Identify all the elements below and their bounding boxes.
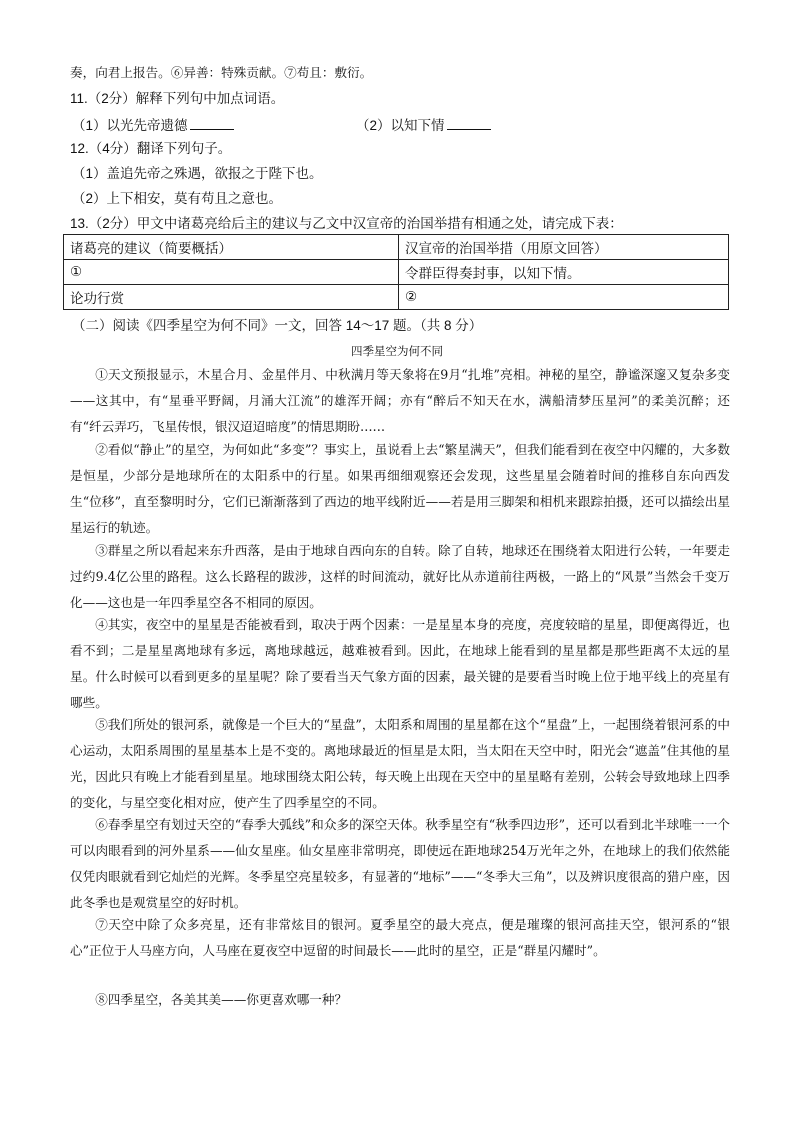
top-notes: 奏，向君上报告。⑥异善：特殊贡献。⑦苟且：敷衍。 [70,65,373,80]
q12-item-2: （2）上下相安，莫有苟且之意也。 [72,191,283,206]
q11-answer-blank-1[interactable] [190,115,234,130]
table-header-cell: 诸葛亮的建议（简要概括） [64,235,399,260]
table-cell: 论功行赏 [64,285,399,310]
article-paragraph-5: ⑤我们所处的银河系，就像是一个巨大的“星盘”，太阳系和周围的星星都在这个“星盘”上，一起围绕着银河系的中心运动，太阳系周围的星星基本上是不变的。离地球最近的恒星是太阳，当太阳在天空中时，阳光会“遮盖”住其他的星光，因此只有晚上才能看到星星。地球围绕太阳公转，每天晚上出现在天空中的星星略有差别，公转会导致地球上四季的变化，与星空变化相对应，使产生了四季星空的不同。 [70,717,730,810]
article-paragraph-8: ⑧四季星空，各美其美——你更喜欢哪一种？ [95,992,348,1007]
q13-stem: 13.（2分）甲文中诸葛亮给后主的建议与乙文中汉宣帝的治国举措有相通之处，请完成下表： [70,216,623,231]
q12-stem: 12.（4分）翻译下列句子。 [70,141,232,156]
table-row [64,285,729,310]
table-row [64,260,729,285]
q11-item-2 [356,115,491,136]
table-cell-answer-1[interactable]: ① [64,260,399,285]
article-paragraph-7: ⑦天空中除了众多亮星，还有非常炫目的银河。夏季星空的最大亮点，便是璀璨的银河高挂天空，银河系的“银心”正位于人马座方向，人马座在夏夜空中逗留的时间最长——此时的星空，正是“群星闪耀时”。 [70,917,730,958]
table-header-row [64,235,729,260]
article-paragraph-3: ③群星之所以看起来东升西落，是由于地球自西向东的自转。除了自转，地球还在围绕着太阳进行公转，一年要走过约9.4亿公里的路程。这么长路程的跋涉，这样的时间流动，就好比从赤道前往两极，一路上的“风景”当然会千变万化——这也是一年四季星空各不相同的原因。 [70,543,730,610]
q11-answer-blank-2[interactable] [447,115,491,130]
q11-item-1-text: （1）以光先帝遗德 [72,118,188,133]
section2-intro: （二）阅读《四季星空为何不同》一文，回答 14～17 题。（共 8 分） [72,318,483,333]
table-header-cell: 汉宣帝的治国举措（用原文回答） [399,235,729,260]
article-title: 四季星空为何不同 [351,344,443,358]
table-cell-answer-2[interactable]: ② [399,285,729,310]
table-cell: 令群臣得奏封事，以知下情。 [399,260,729,285]
article-paragraph-4: ④其实，夜空中的星星是否能被看到，取决于两个因素：一是星星本身的亮度，亮度较暗的星星，即便离得近，也看不到；二是星星离地球有多远，离地球越远，越难被看到。因此，在地球上能看到的星星都是那些距离不太远的星星。什么时候可以看到更多的星星呢？除了要看当天气象方面的因素，最关键的是要看当时晚上位于地平线上的亮星有哪些。 [70,617,730,710]
article-paragraph-2: ②看似“静止”的星空，为何如此“多变”？事实上，虽说看上去“繁星满天”，但我们能看到在夜空中闪耀的，大多数是恒星，少部分是地球所在的太阳系中的行星。如果再细细观察还会发现，这些星星会随着时间的推移自东向西发生“位移”，直至黎明时分，它们已渐渐落到了西边的地平线附近——若是用三脚架和相机来跟踪拍摄，还可以描绘出星星运行的轨迹。 [70,442,730,535]
article-paragraph-6: ⑥春季星空有划过天空的“春季大弧线”和众多的深空天体。秋季星空有“秋季四边形”，还可以看到北半球唯一一个可以肉眼看到的河外星系——仙女星座。仙女星座非常明亮，即使远在距地球254万光年之外，在地球上的我们依然能仅凭肉眼就看到它灿烂的光辉。冬季星空亮星较多，有显著的“地标”——“冬季大三角”，以及辨识度很高的猎户座，因此冬季也是观赏星空的好时机。 [70,817,730,910]
q11-item-2-text: （2）以知下情 [356,118,445,133]
q11-stem: 11.（2分）解释下列句中加点词语。 [70,91,285,106]
q13-table [63,234,729,310]
q12-item-1: （1）盖追先帝之殊遇，欲报之于陛下也。 [72,166,323,181]
q11-item-1 [72,115,234,136]
article-paragraph-1: ①天文预报显示，木星合月、金星伴月、中秋满月等天象将在9月“扎堆”亮相。神秘的星空，静谧深邃又复杂多变——这其中，有“星垂平野阔，月涌大江流”的雄浑开阔；亦有“醉后不知天在水，满船清梦压星河”的柔美沉醉；还有“纤云弄巧，飞星传恨，银汉迢迢暗度”的情思期盼…… [70,367,730,434]
